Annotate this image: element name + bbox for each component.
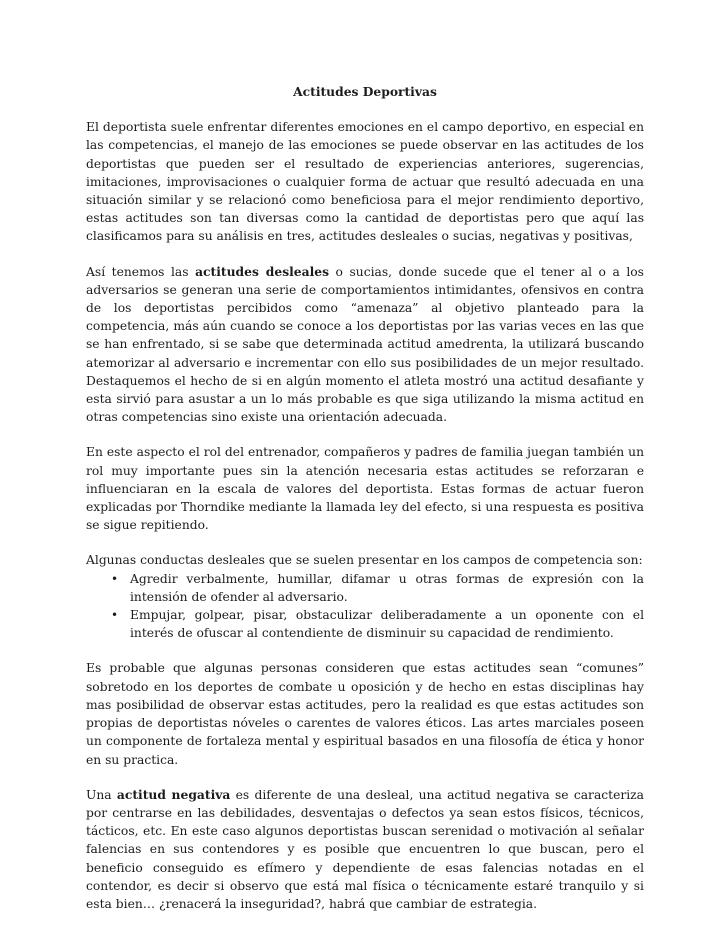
paragraph-text: Así tenemos las <box>86 264 196 279</box>
paragraph-conductas-desleales: Algunas conductas desleales que se suelen presentar en los campos de competencia son: <box>86 553 643 568</box>
paragraph-text: es diferente de una desleal, una actitud negativa se caracteriza por centrarse en las debilidades, desventajas o defectos ya sean estos físicos, técnicos, tácticos, etc. En este caso algunos deportistas buscan serenidad o motivación al señalar falencias en sus contendores y es posible que encuentren lo que buscan, pero el beneficio conseguido es efímero y dependiente de esas falencias notadas en el contendor, es decir si observo que está mal física o técnicamente estaré tranquilo y si esta bien… ¿renacerá la inseguridad?, habrá que cambiar de estrategia. <box>86 787 644 911</box>
bullet-icon: • <box>111 571 119 586</box>
paragraph-intro: El deportista suele enfrentar diferentes emociones en el campo deportivo, en especial en las competencias, el manejo de las emociones se puede observar en las actitudes de los deportistas que pueden ser el resultado de experiencias anteriores, sugerencias, imitaciones, improvisaciones o cualquier forma de actuar que resultó adecuada en una situación similar y se relacionó como beneficiosa para el mejor rendimiento deportivo, estas actitudes son tan diversas como la cantidad de deportistas pero que aquí las clasificamos para su análisis en tres, actitudes desleales o sucias, negativas y positivas, <box>86 120 644 244</box>
paragraph-comunes: Es probable que algunas personas consideren que estas actitudes sean “comunes” sobretodo en los deportes de combate u oposición y de hecho en estas disciplinas hay mas posibilidad de observar estas actitudes, pero la realidad es que estas actitudes son propias de deportistas nóveles o carentes de valores éticos. Las artes marciales poseen un componente de fortaleza mental y espiritual basados en una filosofía de ética y honor en su practica. <box>86 661 644 767</box>
bold-term: actitudes desleales <box>195 263 329 279</box>
document-title: Actitudes Deportivas <box>293 84 437 99</box>
list-item-text: Agredir verbalmente, humillar, difamar u otras formas de expresión con la intensión de ofender al adversario. <box>130 571 644 604</box>
paragraph-actitudes-desleales <box>86 263 644 427</box>
paragraph-text: o sucias, donde sucede que el tener al o a los adversarios se generan una serie de comportamientos intimidantes, ofensivos en contra de los deportistas percibidos como “amenaza” al objetivo planteado para la competencia, más aún cuando se conoce a los deportistas por las varias veces en las que se han enfrentado, si se sabe que determinada actitud amedrenta, la utilizará buscando atemorizar al adversario e incrementar con ello sus posibilidades de un mejor resultado. Destaquemos el hecho de si en algún momento el atleta mostró una actitud desafiante y esta sirvió para asustar a un lo más probable es que siga utilizando la misma actitud en otras competencias sino existe una orientación adecuada. <box>86 264 644 425</box>
list-item <box>111 606 644 642</box>
list-item <box>111 570 644 606</box>
paragraph-rol-entrenador: En este aspecto el rol del entrenador, compañeros y padres de familia juegan también un rol muy importante pues sin la atención necesaria estas actitudes se reforzaran e influenciaran en la escala de valores del deportista. Estas formas de actuar fueron explicadas por Thorndike mediante la llamada ley del efecto, si una respuesta es positiva se sigue repitiendo. <box>86 445 644 533</box>
list-item-text: Empujar, golpear, pisar, obstaculizar deliberadamente a un oponente con el interés de ofuscar al contendiente de disminuir su capacidad de rendimiento. <box>130 608 644 641</box>
bullet-icon: • <box>111 608 119 623</box>
bullet-list <box>86 570 644 643</box>
paragraph-text: Una <box>86 787 117 802</box>
paragraph-actitud-negativa <box>86 786 644 913</box>
bold-term: actitud negativa <box>116 786 231 802</box>
